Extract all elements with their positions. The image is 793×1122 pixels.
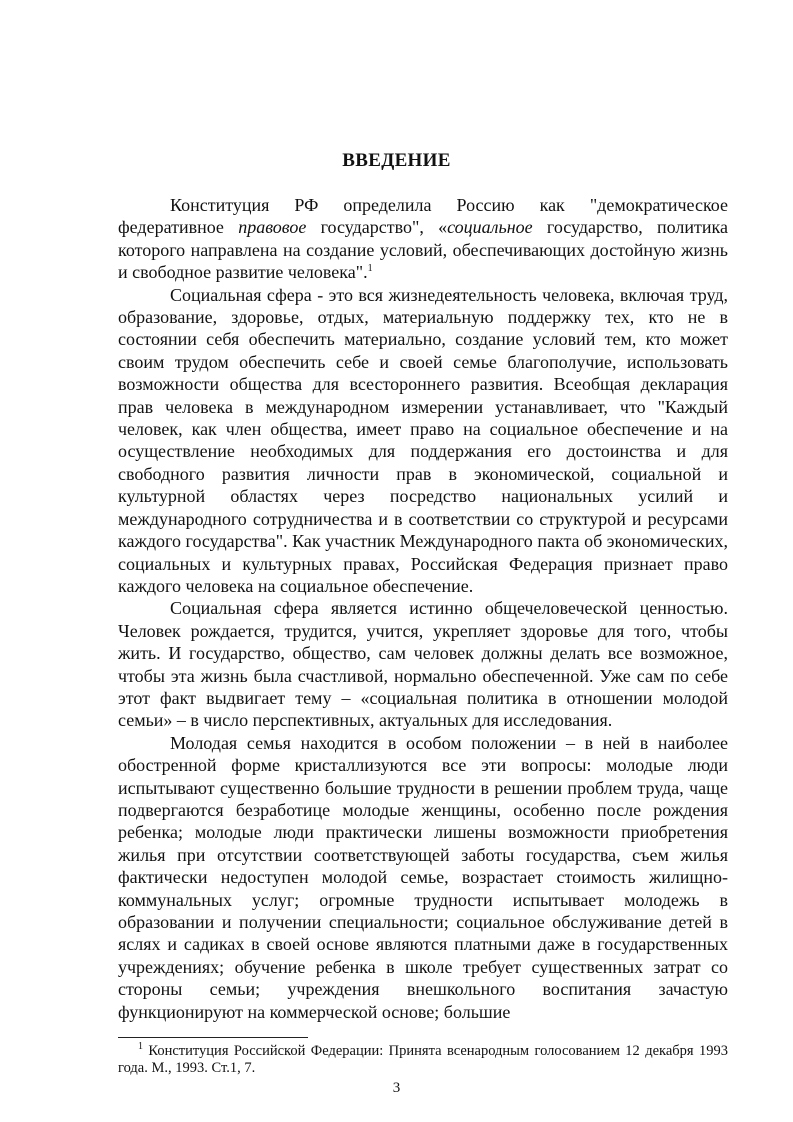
footnote xyxy=(118,1043,728,1077)
page-title: ВВЕДЕНИЕ xyxy=(342,150,451,171)
page-number: 3 xyxy=(392,1080,401,1096)
paragraph-text-segment: государство", « xyxy=(306,217,448,238)
footnote-marker: 1 xyxy=(138,1041,143,1053)
italic-term-social: социальное xyxy=(447,217,533,238)
paragraph-social-sphere: Социальная сфера - это вся жизнедеятельность человека, включая труд, образование, здоровье, отдых, материальную поддержку тех, кто не в состоянии себя обеспечить материально, создание условий тем, кто может своим трудом обеспечить себе и своей семье благополучие, использовать возможности общества для всестороннего развития. Всеобщая декларация прав человека в международном измерении устанавливает, что "Каждый человек, как член общества, имеет право на социальное обеспечение и на осуществление необходимых для поддержания его достоинства и для свободного развития личности прав в экономической, социальной и культурной областях через посредство национальных усилий и международного сотрудничества и в соответствии со структурой и ресурсами каждого государства". Как участник Международного пакта об экономических, социальных и культурных правах, Российская Федерация признает право каждого человека на социальное обеспечение. xyxy=(118,284,728,596)
paragraph-constitution xyxy=(118,194,728,284)
body-text xyxy=(118,194,728,1023)
paragraph-social-value: Социальная сфера является истинно общечеловеческой ценностью. Человек рождается, трудится, учится, укрепляет здоровье для того, чтобы жить. И государство, общество, сам человек должны делать все возможное, чтобы эта жизнь была счастливой, нормально обеспеченной. Уже сам по себе этот факт выдвигает тему – «социальная политика в отношении молодой семьи» – в число перспективных, актуальных для исследования. xyxy=(118,598,728,731)
footnote-reference: 1 xyxy=(367,263,373,275)
footnote-divider xyxy=(118,1037,308,1038)
italic-term-legal: правовое xyxy=(238,217,307,238)
footnote-text: Конституция Российской Федерации: Принята всенародным голосованием 12 декабря 1993 года. М., 1993. Ст.1, 7. xyxy=(118,1043,728,1076)
paragraph-text-segment: государство, политика которого направлена на создание условий, обеспечивающих достойную жизнь и свободное развитие человека". xyxy=(118,217,729,283)
paragraph-young-family: Молодая семья находится в особом положении – в ней в наиболее обостренной форме кристаллизуются все эти вопросы: молодые люди испытывают существенно большие трудности в решении проблем труда, чаще подвергаются безработице молодые женщины, особенно после рождения ребенка; молодые люди практически лишены возможности приобретения жилья при отсутствии соответствующей заботы государства, съем жилья фактически недоступен молодой семье, возрастает стоимость жилищно-коммунальных услуг; огромные трудности испытывает молодежь в образовании и получении специальности; социальное обслуживание детей в яслях и садиках в своей основе являются платными даже в государственных учреждениях; обучение ребенка в школе требует существенных затрат со стороны семьи; учреждения внешкольного воспитания зачастую функционируют на коммерческой основе; большие xyxy=(118,732,728,1022)
paragraph-text-segment: Конституция РФ определила Россию как "демократическое федеративное xyxy=(118,195,728,238)
